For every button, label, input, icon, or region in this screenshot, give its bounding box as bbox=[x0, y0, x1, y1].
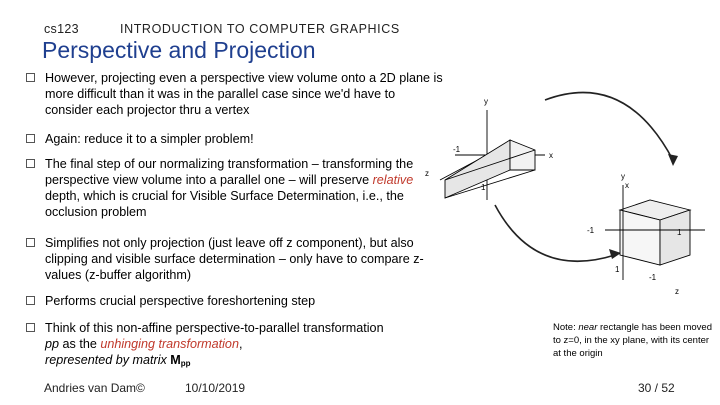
bullet-text: However, projecting even a perspective view volume onto a 2D plane is more difficult than it was in the parallel case since we'd have to consider each projector thru a vertex bbox=[45, 71, 443, 117]
fig-bottom-x: x bbox=[625, 181, 629, 190]
frustum-diagram bbox=[440, 110, 545, 200]
matrix-symbol: M bbox=[170, 353, 181, 367]
bullet-text bbox=[45, 320, 385, 372]
bullet-box-icon bbox=[26, 238, 35, 247]
bullet-text-part: represented by matrix bbox=[45, 353, 171, 367]
bullet-item bbox=[26, 156, 445, 220]
bullet-text: Again: reduce it to a simpler problem! bbox=[45, 132, 254, 146]
note-emphasis: near bbox=[578, 322, 598, 333]
note-text: Note: bbox=[553, 322, 579, 333]
arrow-head-icon bbox=[668, 154, 678, 166]
slide-title: Perspective and Projection bbox=[42, 37, 316, 63]
perspective-unhinging-figure bbox=[425, 80, 715, 300]
bullet-item bbox=[26, 235, 445, 283]
fig-top-x: x bbox=[549, 151, 553, 160]
bullet-text: Performs crucial perspective foreshortening step bbox=[45, 294, 316, 308]
bullet-text-part: The final step of our normalizing transformation – transforming the perspective view volume into a parallel one – will preserve bbox=[45, 157, 414, 187]
bullet-item bbox=[26, 131, 445, 147]
emphasis-relative: relative bbox=[372, 173, 414, 187]
page-number: 30 / 52 bbox=[638, 381, 675, 395]
fig-bottom-one-top: 1 bbox=[677, 228, 682, 237]
course-code: cs123 bbox=[44, 22, 79, 36]
bullet-text-part: depth, which is crucial for Visible Surface Determination, i.e., the occlusion problem bbox=[45, 189, 404, 219]
bullet-item bbox=[26, 293, 445, 309]
bullet-box-icon bbox=[26, 323, 35, 332]
note-text: rectangle has been moved to z=0, in the xy plane, with its center at the origin bbox=[553, 322, 712, 359]
bullet-text-part: Think of this non-affine perspective-to-parallel transformation bbox=[45, 321, 384, 335]
bullet-item bbox=[26, 320, 385, 372]
fig-bottom-z: z bbox=[675, 287, 679, 296]
bullet-box-icon bbox=[26, 159, 35, 168]
bullet-item bbox=[26, 70, 445, 118]
course-subject: INTRODUCTION TO COMPUTER GRAPHICS bbox=[120, 22, 400, 36]
bullet-text bbox=[45, 156, 445, 220]
near-rect bbox=[510, 140, 535, 170]
unhinging-arrow-upper bbox=[545, 93, 673, 161]
box-side bbox=[660, 210, 690, 265]
fig-top-y: y bbox=[484, 97, 488, 106]
fig-top-z: z bbox=[425, 169, 429, 178]
bullet-box-icon bbox=[26, 134, 35, 143]
fig-bottom-y: y bbox=[621, 172, 625, 181]
fig-bottom-neg1-z: -1 bbox=[649, 273, 657, 282]
emphasis-unhinging: unhinging transformation bbox=[100, 337, 239, 351]
fig-top-one: 1 bbox=[481, 183, 486, 192]
footer-author: Andries van Dam© bbox=[44, 381, 145, 395]
box-front bbox=[620, 210, 660, 265]
bullet-text-part: , bbox=[238, 337, 243, 351]
fig-bottom-one-bottom: 1 bbox=[615, 265, 620, 274]
footer-date: 10/10/2019 bbox=[185, 381, 246, 395]
bullet-text: Simplifies not only projection (just leave off z component), but also clipping and visible surface determination – only have to compare z-values (z-buffer algorithm) bbox=[45, 236, 424, 282]
matrix-subscript: pp bbox=[180, 359, 191, 368]
figure-note bbox=[553, 321, 713, 360]
pp-symbol: pp bbox=[45, 337, 60, 351]
unhinging-arrow-lower bbox=[495, 205, 615, 261]
fig-bottom-neg1-left: -1 bbox=[587, 226, 595, 235]
fig-top-neg1: -1 bbox=[453, 145, 461, 154]
parallel-box-diagram bbox=[605, 185, 705, 280]
bullet-text-part: as the bbox=[59, 337, 101, 351]
arrow-head-icon bbox=[609, 249, 621, 259]
bullet-box-icon bbox=[26, 73, 35, 82]
bullet-box-icon bbox=[26, 296, 35, 305]
